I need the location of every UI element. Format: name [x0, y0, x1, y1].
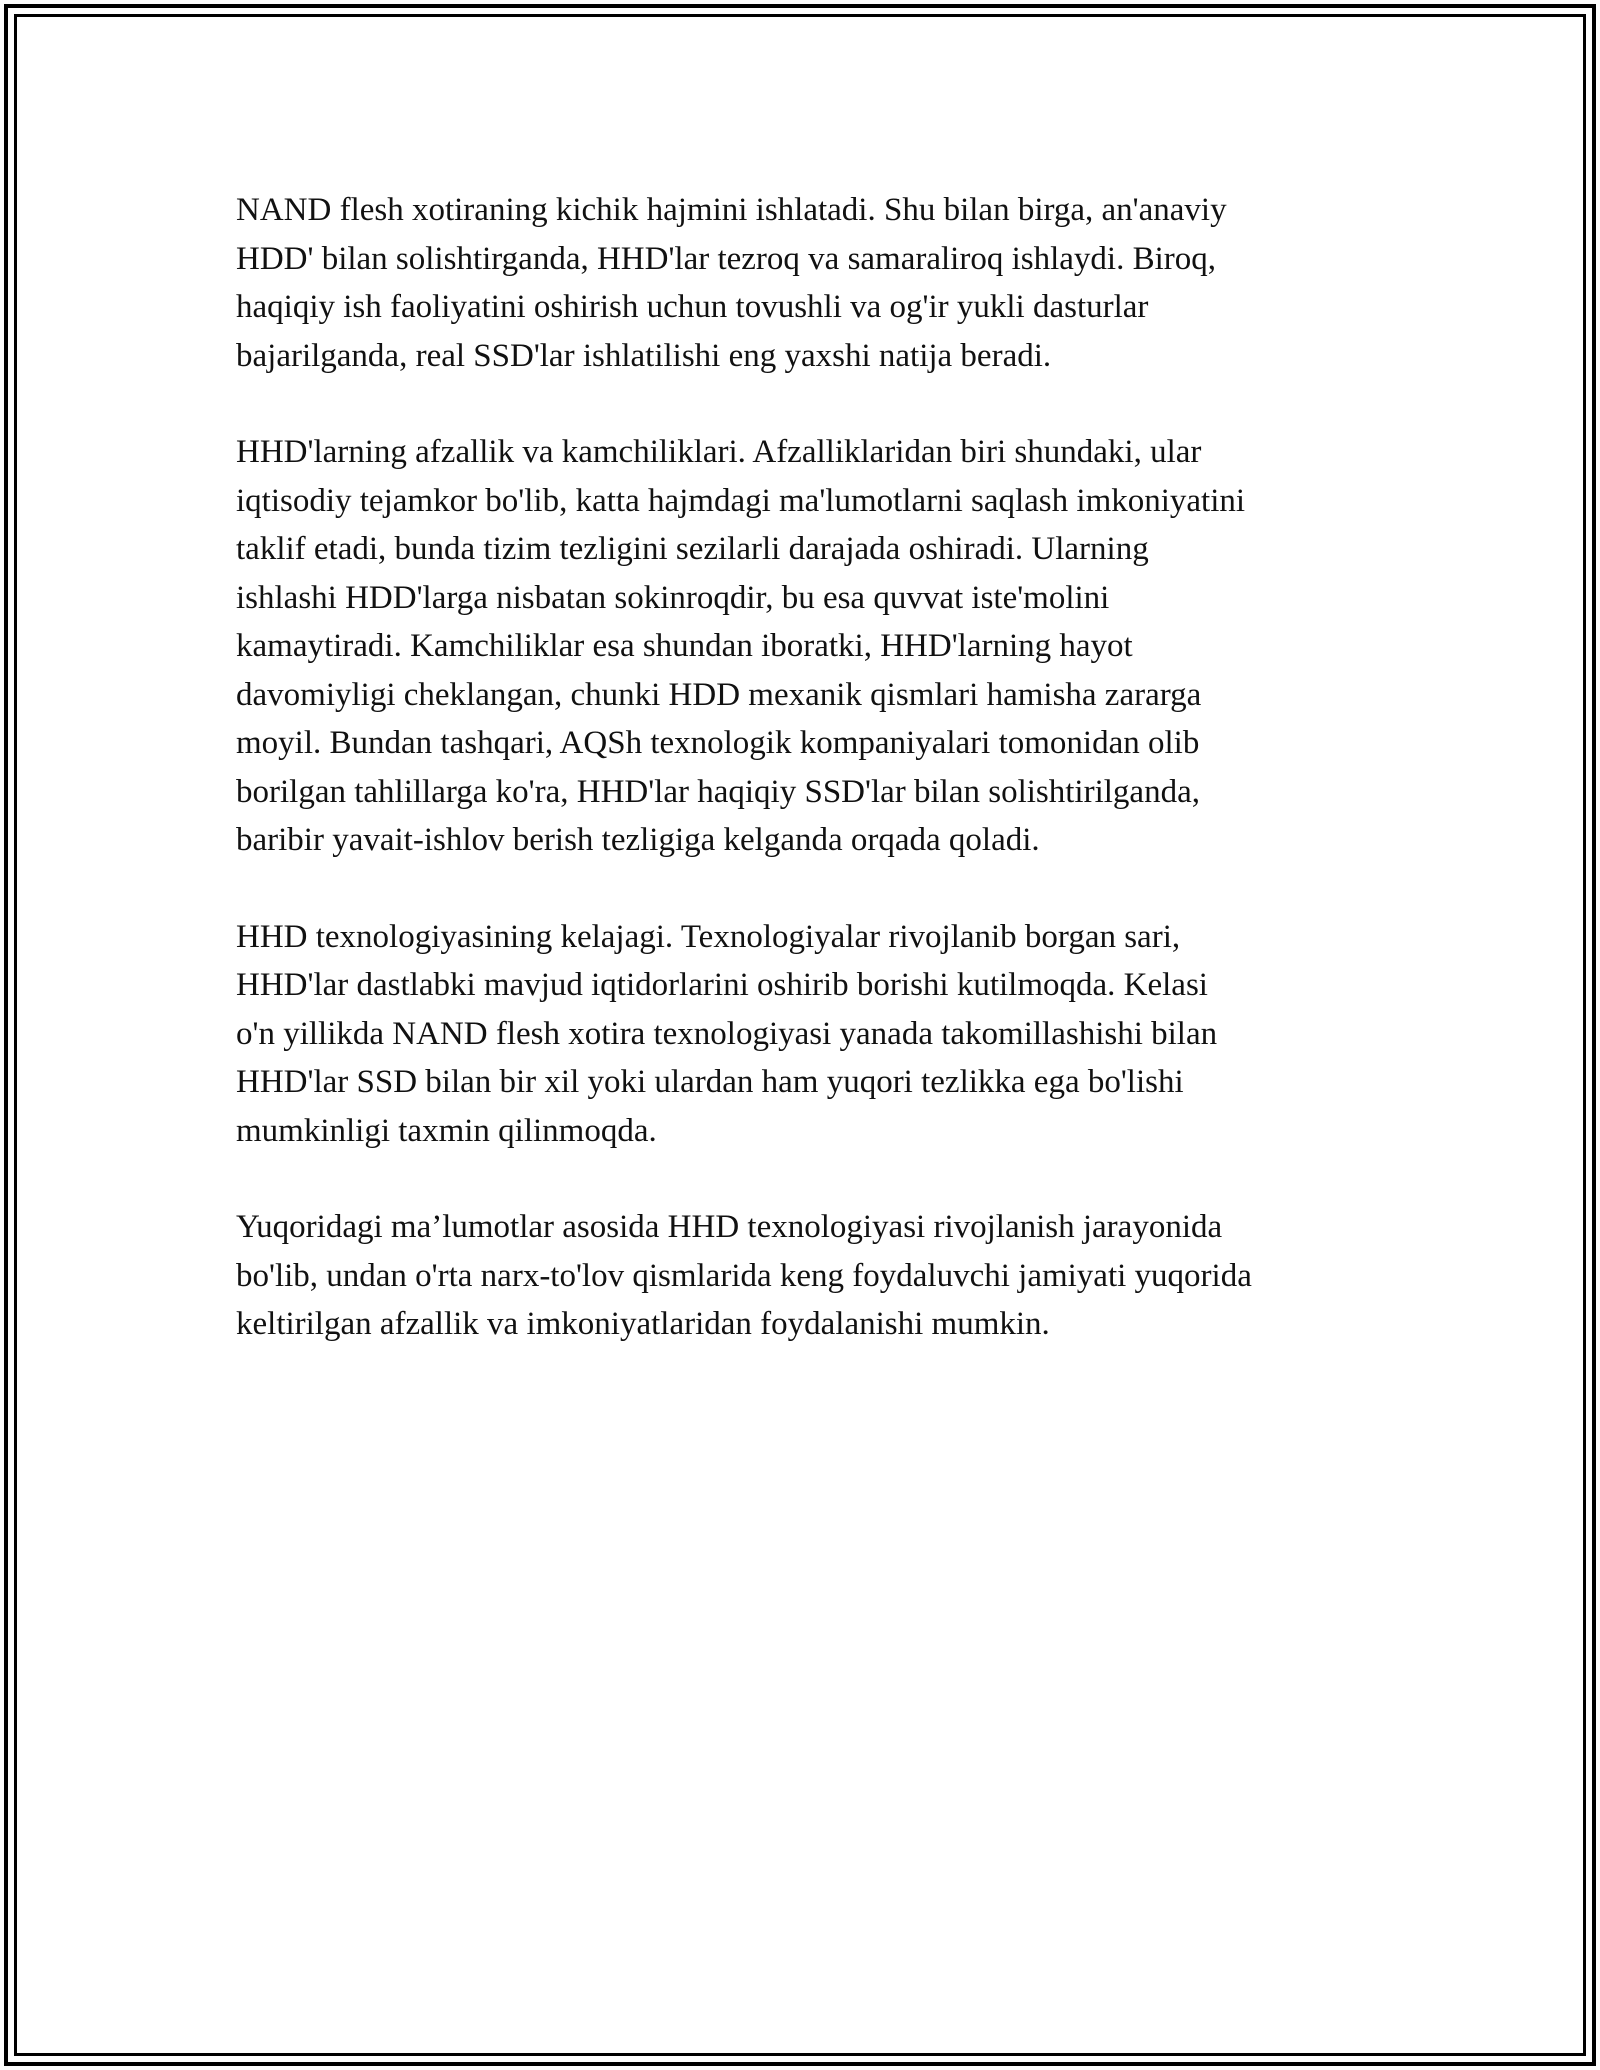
- document-body: [236, 186, 1386, 1397]
- paragraph-advantages-disadvantages: HHD'larning afzallik va kamchiliklari. Afzalliklaridan biri shundaki, ular iqtisodiy tejamkor bo'lib, katta hajmdagi ma'lumotlarni saqlash imkoniyatini taklif etadi, bunda tizim tezligini sezilarli darajada oshiradi. Ularning ishlashi HDD'larga nisbatan sokinroqdir, bu esa quvvat iste'molini kamaytiradi. Kamchiliklar esa shundan iboratki, HHD'larning hayot davomiyligi cheklangan, chunki HDD mexanik qismlari hamisha zararga moyil. Bundan tashqari, AQSh texnologik kompaniyalari tomonidan olib borilgan tahlillarga ko'ra, HHD'lar haqiqiy SSD'lar bilan solishtirilganda, baribir yavait-ishlov berish tezligiga kelganda orqada qoladi.: [236, 434, 1246, 858]
- paragraph-nand-flash: NAND flesh xotiraning kichik hajmini ishlatadi. Shu bilan birga, an'anaviy HDD' bilan solishtirganda, HHD'lar tezroq va samaraliroq ishlaydi. Biroq, haqiqiy ish faoliyatini oshirish uchun tovushli va og'ir yukli dasturlar bajarilganda, real SSD'lar ishlatilishi eng yaxshi natija beradi.: [236, 192, 1227, 374]
- paragraph-conclusion: Yuqoridagi ma’lumotlar asosida HHD texnologiyasi rivojlanish jarayonida bo'lib, undan o'rta narx-to'lov qismlarida keng foydaluvchi jamiyati yuqorida keltirilgan afzallik va imkoniyatlaridan foydalanishi mumkin.: [236, 1209, 1252, 1342]
- paragraph-future: HHD texnologiyasining kelajagi. Texnologiyalar rivojlanib borgan sari, HHD'lar dastlabki mavjud iqtidorlarini oshirib borishi kutilmoqda. Kelasi o'n yillikda NAND flesh xotira texnologiyasi yanada takomillashishi bilan HHD'lar SSD bilan bir xil yoki ulardan ham yuqori tezlikka ega bo'lishi mumkinligi taxmin qilinmoqda.: [236, 918, 1218, 1149]
